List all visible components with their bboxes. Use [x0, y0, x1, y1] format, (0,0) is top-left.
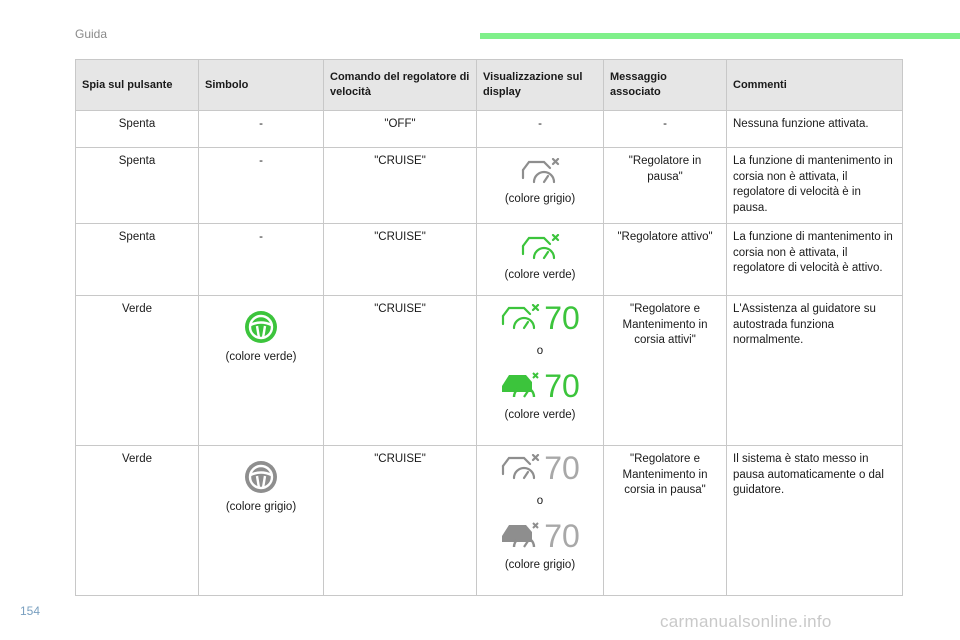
- cell-messaggio: "Regolatore e Mantenimento in corsia in pausa": [604, 446, 727, 596]
- cell-display: [477, 148, 604, 224]
- table-row: [76, 296, 903, 446]
- col-header-spia: Spia sul pulsante: [76, 60, 199, 111]
- cell-commenti: La funzione di mantenimento in corsia non è attivata, il regolatore di velocità è attivo.: [727, 224, 903, 296]
- cell-spia: Verde: [76, 446, 199, 596]
- cell-commenti: Nessuna funzione attivata.: [727, 111, 903, 148]
- display-caption: (colore verde): [504, 269, 576, 281]
- table-row: [76, 111, 903, 148]
- steering-wheel-icon: [244, 460, 278, 494]
- header-accent-bar: [480, 33, 960, 39]
- speed-value: 70: [544, 367, 580, 404]
- cell-commenti: Il sistema è stato messo in pausa automaticamente o dal guidatore.: [727, 446, 903, 596]
- speed-value: 70: [544, 450, 580, 486]
- col-header-display: Visualizzazione sul display: [477, 60, 604, 111]
- cruise-speedometer-icon: [520, 158, 560, 186]
- cell-messaggio: -: [604, 111, 727, 148]
- cell-display: -: [477, 111, 604, 148]
- display-combo-outline: [483, 302, 597, 334]
- cell-simbolo: -: [199, 224, 324, 296]
- cell-display: [477, 296, 604, 446]
- cell-messaggio: "Regolatore e Mantenimento in corsia attivi": [604, 296, 727, 446]
- display-caption: (colore grigio): [504, 558, 576, 571]
- col-header-simbolo: Simbolo: [199, 60, 324, 111]
- symbol-caption: (colore verde): [225, 351, 297, 363]
- table-header-row: [76, 60, 903, 111]
- cell-commenti: La funzione di mantenimento in corsia non è attivata, il regolatore di velocità è in pausa.: [727, 148, 903, 224]
- cruise-speedometer-icon: [520, 234, 560, 262]
- col-header-commenti: Commenti: [727, 60, 903, 111]
- display-combo-outline: [483, 452, 597, 484]
- cell-comando: "CRUISE": [324, 148, 477, 224]
- cell-simbolo: -: [199, 111, 324, 148]
- page-number: 154: [20, 604, 41, 618]
- display-combo-filled: [483, 367, 597, 404]
- cruise-control-table: [75, 59, 903, 596]
- speed-value: 70: [544, 300, 580, 336]
- steering-wheel-icon: [244, 310, 278, 344]
- cell-comando: "CRUISE": [324, 446, 477, 596]
- cell-commenti: L'Assistenza al guidatore su autostrada funziona normalmente.: [727, 296, 903, 446]
- display-combo-filled: [483, 517, 597, 554]
- cell-comando: "CRUISE": [324, 296, 477, 446]
- cell-spia: Spenta: [76, 224, 199, 296]
- speed-value: 70: [544, 517, 580, 554]
- cruise-speedometer-icon: [500, 304, 540, 332]
- cell-spia: Spenta: [76, 148, 199, 224]
- cell-comando: "OFF": [324, 111, 477, 148]
- table-row: [76, 148, 903, 224]
- watermark: carmanualsonline.info: [660, 612, 832, 631]
- cell-messaggio: "Regolatore attivo": [604, 224, 727, 296]
- cell-simbolo: -: [199, 148, 324, 224]
- table-row: [76, 224, 903, 296]
- cruise-speedometer-icon: [500, 454, 540, 482]
- lane-keeping-speedometer-icon: [500, 372, 540, 400]
- display-caption: (colore verde): [504, 408, 576, 421]
- cell-spia: Spenta: [76, 111, 199, 148]
- lane-keeping-speedometer-icon: [500, 522, 540, 550]
- display-or: o: [536, 345, 544, 357]
- col-header-comando: Comando del regolatore di velocità: [324, 60, 477, 111]
- cell-display: [477, 224, 604, 296]
- col-header-messaggio: Messaggio associato: [604, 60, 727, 111]
- cell-messaggio: "Regolatore in pausa": [604, 148, 727, 224]
- table-row: [76, 446, 903, 596]
- cell-simbolo: [199, 446, 324, 596]
- cell-comando: "CRUISE": [324, 224, 477, 296]
- cell-spia: Verde: [76, 296, 199, 446]
- symbol-caption: (colore grigio): [225, 501, 297, 513]
- cell-display: [477, 446, 604, 596]
- display-or: o: [536, 495, 544, 507]
- display-caption: (colore grigio): [504, 193, 576, 205]
- section-label: Guida: [75, 27, 108, 41]
- cell-simbolo: [199, 296, 324, 446]
